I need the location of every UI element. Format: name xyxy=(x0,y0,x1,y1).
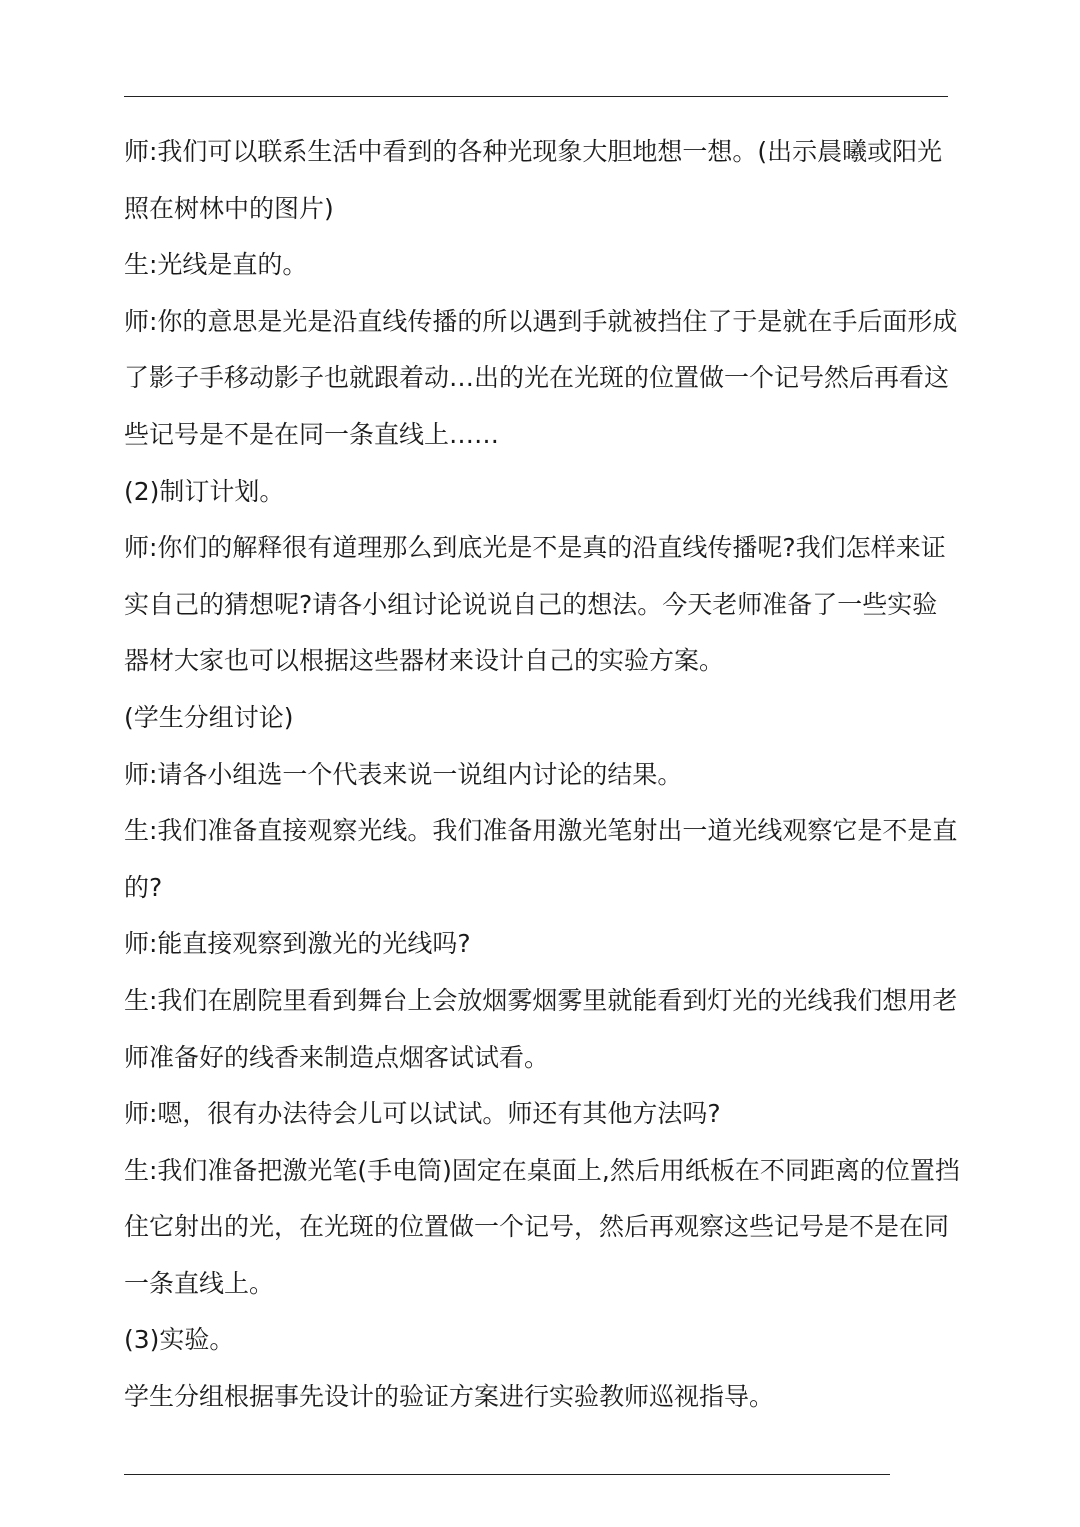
bottom-divider xyxy=(124,1474,890,1475)
paragraph: 师:你们的解释很有道理那么到底光是不是真的沿直线传播呢?我们怎样来证实自己的猜想呢?请各小组讨论说说自己的想法。今天老师准备了一些实验器材大家也可以根据这些器材来设计自己的实验方案。 xyxy=(124,533,946,676)
paragraph: 生:我们准备直接观察光线。我们准备用激光笔射出一道光线观察它是不是直的? xyxy=(124,816,958,902)
document-body xyxy=(124,124,960,1426)
paragraph: 生:我们准备把激光笔(手电筒)固定在桌面上,然后用纸板在不同距离的位置挡住它射出的光，在光斑的位置做一个记号，然后再观察这些记号是不是在同一条直线上。 xyxy=(124,1155,960,1298)
paragraph: 学生分组根据事先设计的验证方案进行实验教师巡视指导。 xyxy=(124,1382,775,1412)
paragraph: 师:嗯，很有办法待会儿可以试试。师还有其他方法吗? xyxy=(124,1099,721,1129)
paragraph: 师:我们可以联系生活中看到的各种光现象大胆地想一想。(出示晨曦或阳光照在树林中的图片) xyxy=(124,137,943,223)
paragraph: 师:请各小组选一个代表来说一说组内讨论的结果。 xyxy=(124,759,683,789)
paragraph: (学生分组讨论) xyxy=(124,702,294,732)
paragraph: (3)实验。 xyxy=(124,1325,235,1355)
paragraph: (2)制订计划。 xyxy=(124,476,285,506)
top-divider xyxy=(124,96,948,97)
paragraph: 生:光线是直的。 xyxy=(124,250,308,280)
paragraph: 生:我们在剧院里看到舞台上会放烟雾烟雾里就能看到灯光的光线我们想用老师准备好的线香来制造点烟客试试看。 xyxy=(124,985,958,1072)
paragraph: 师:你的意思是光是沿直线传播的所以遇到手就被挡住了于是就在手后面形成了影子手移动影子也就跟着动…出的光在光斑的位置做一个记号然后再看这些记号是不是在同一条直线上…… xyxy=(124,306,958,449)
paragraph: 师:能直接观察到激光的光线吗? xyxy=(124,929,471,959)
